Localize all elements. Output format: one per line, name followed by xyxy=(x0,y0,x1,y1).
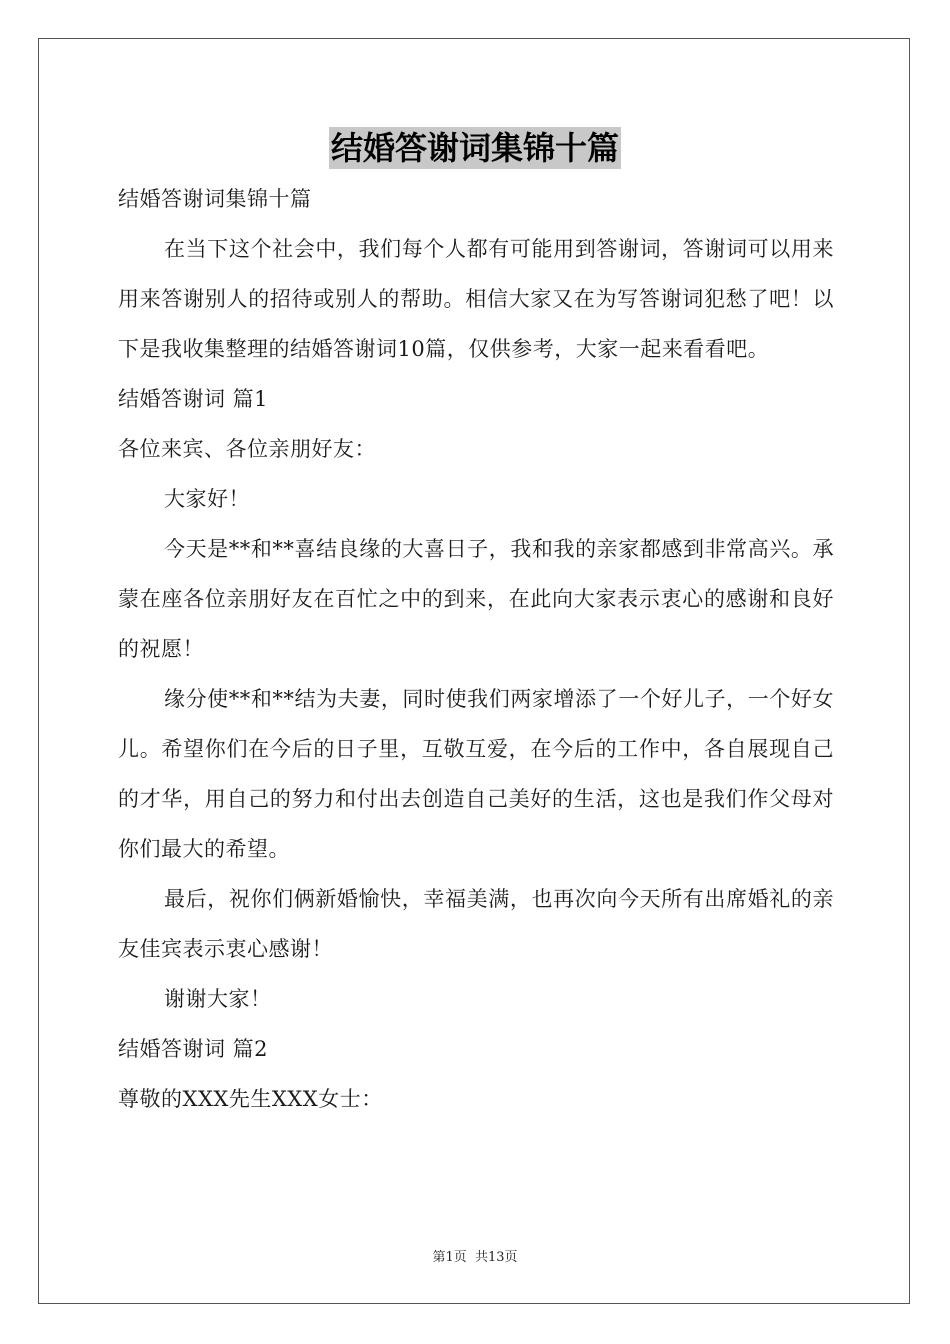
body-paragraph-1: 今天是**和**喜结良缘的大喜日子，我和我的亲家都感到非常高兴。承蒙在座各位亲朋好友在百忙之中的到来，在此向大家表示衷心的感谢和良好的祝愿！ xyxy=(118,537,834,661)
closing-1: 谢谢大家！ xyxy=(164,987,272,1011)
intro-paragraph: 在当下这个社会中，我们每个人都有可能用到答谢词，答谢词可以用来用来答谢别人的招待或别人的帮助。相信大家又在为写答谢词犯愁了吧！以下是我收集整理的结婚答谢词10篇，仅供参考，大家一起来看看吧。 xyxy=(118,237,834,361)
document-subtitle: 结婚答谢词集锦十篇 xyxy=(118,187,312,211)
section-heading-2: 结婚答谢词 篇2 xyxy=(118,1037,269,1061)
page-footer xyxy=(0,1246,950,1265)
greeting-1: 大家好！ xyxy=(164,487,250,511)
total-pages: 共13页 xyxy=(474,1250,518,1265)
body-paragraph-2: 缘分使**和**结为夫妻，同时使我们两家增添了一个好儿子，一个好女儿。希望你们在今后的日子里，互敬互爱，在今后的工作中，各自展现自己的才华，用自己的努力和付出去创造自己美好的生活，这也是我们作父母对你们最大的希望。 xyxy=(118,687,834,861)
section-heading-1: 结婚答谢词 篇1 xyxy=(118,387,269,411)
salutation-1: 各位来宾、各位亲朋好友： xyxy=(118,437,376,461)
document-body xyxy=(118,174,834,1124)
title-container xyxy=(0,127,950,169)
document-title: 结婚答谢词集锦十篇 xyxy=(330,129,619,167)
page-number: 第1页 xyxy=(432,1250,467,1265)
salutation-2: 尊敬的XXX先生XXX女士： xyxy=(118,1087,383,1111)
body-paragraph-3: 最后，祝你们俩新婚愉快，幸福美满，也再次向今天所有出席婚礼的亲友佳宾表示衷心感谢！ xyxy=(118,887,834,961)
